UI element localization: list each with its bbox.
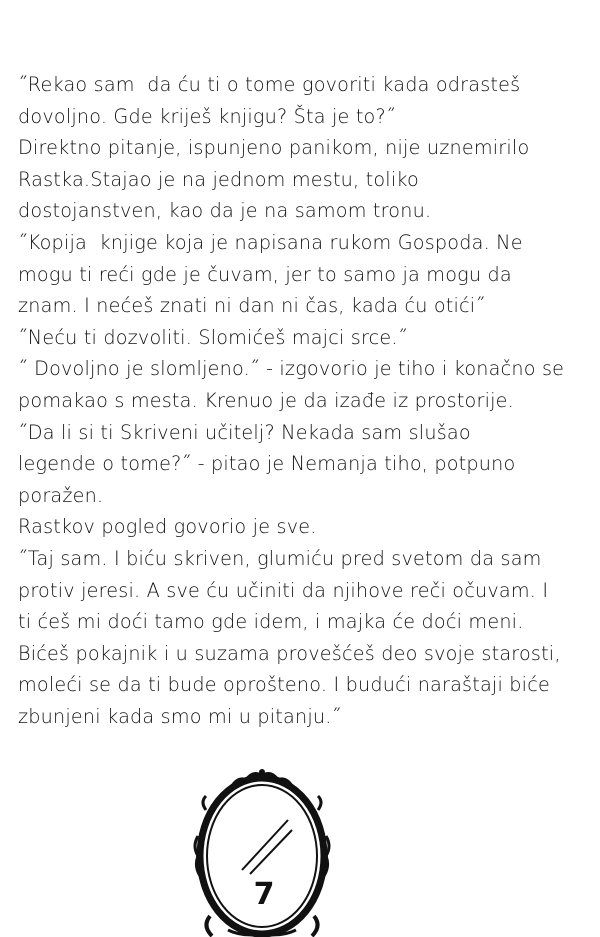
text-line: moleći se da ti bude oprošteno. I budući naraštaji biće xyxy=(18,673,550,697)
text-line: zbunjeni kada smo mi u pitanju.˝ xyxy=(18,704,342,728)
text-line: ˝Da li si ti Skriveni učitelj? Nekada sam slušao xyxy=(18,420,471,444)
text-line: ˝Neću ti dozvoliti. Slomićeš majci srce.˝ xyxy=(18,325,408,349)
text-line: ti ćeš mi doći tamo gde idem, i majka će doći meni. xyxy=(18,610,524,634)
text-line: poražen. xyxy=(18,483,104,507)
text-line: Rastkov pogled govorio je sve. xyxy=(18,515,317,539)
text-line: dovoljno. Gde kriješ knjigu? Šta je to?˝ xyxy=(18,104,396,128)
text-line: Rastka.Stajao je na jednom mestu, toliko xyxy=(18,167,419,191)
text-line: Direktno pitanje, ispunjeno panikom, nije uznemirilo xyxy=(18,136,530,160)
text-line: ˝Taj sam. I biću skriven, glumiću pred svetom da sam xyxy=(18,546,542,570)
text-line: dostojanstven, kao da je na samom tronu. xyxy=(18,199,432,223)
text-line: legende o tome?˝ - pitao je Nemanja tiho, potpuno xyxy=(18,452,516,476)
text-line: znam. I nećeš znati ni dan ni čas, kada ću otići˝ xyxy=(18,294,486,318)
text-line: mogu ti reći gde je čuvam, jer to samo ja mogu da xyxy=(18,262,512,286)
text-line: ˝ Dovoljno je slomljeno.˝ - izgovorio je tiho i konačno se xyxy=(18,357,565,381)
story-text xyxy=(18,69,590,732)
text-line: ˝Kopija knjige koja je napisana rukom Gospoda. Ne xyxy=(18,230,523,254)
text-line: protiv jeresi. A sve ću učiniti da njihove reči očuvam. I xyxy=(18,578,549,602)
text-line: pomakao s mesta. Krenuo je da izađe iz prostorije. xyxy=(18,388,514,412)
page-number: 7 xyxy=(253,877,275,912)
text-line: ˝Rekao sam da ću ti o tome govoriti kada odrasteš xyxy=(18,73,521,96)
text-line: Bićeš pokajnik i u suzama provešćeš deo svoje starosti, xyxy=(18,641,561,665)
